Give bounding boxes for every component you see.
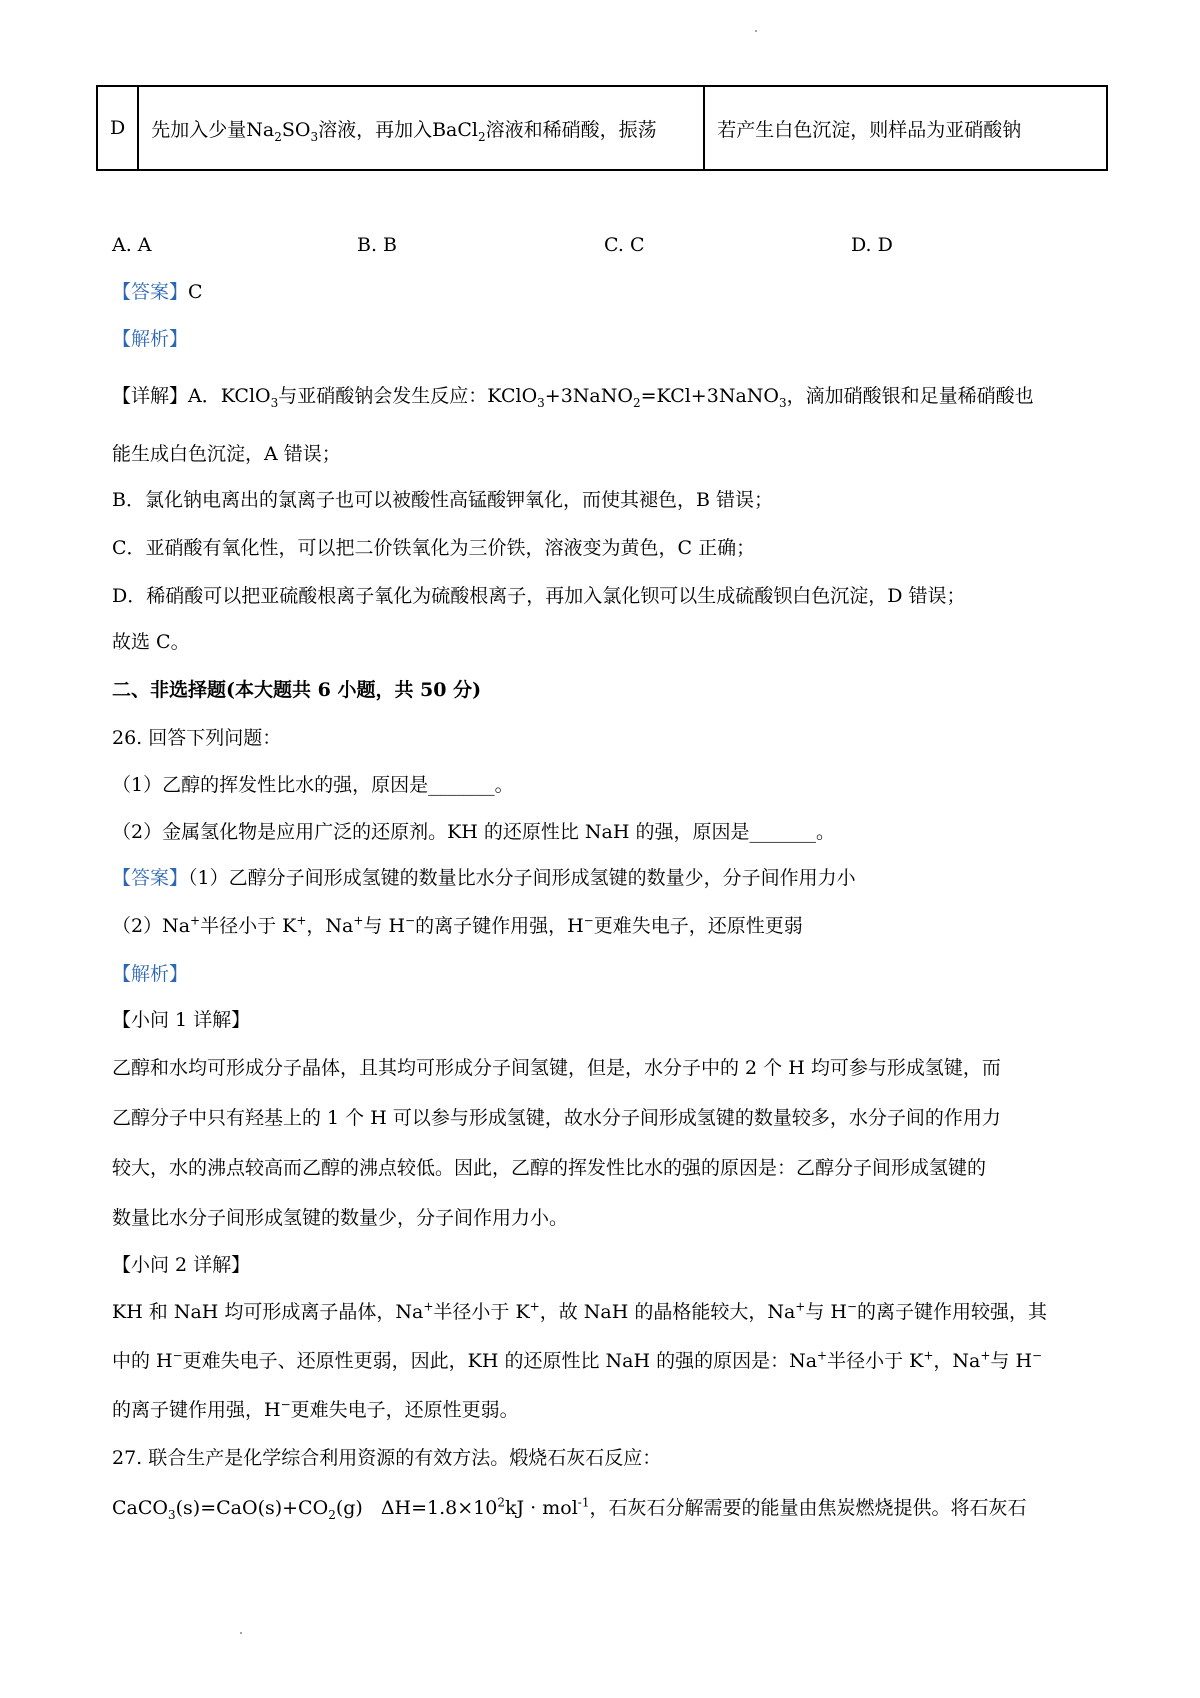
choice-c: C. C	[604, 234, 645, 256]
q26-sub2: （2）金属氢化物是应用广泛的还原剂。KH 的还原性比 NaH 的强，原因是_______。	[112, 821, 835, 843]
table-row	[97, 86, 1107, 170]
q26-detail1-line: 较大，水的沸点较高而乙醇的沸点较低。因此，乙醇的挥发性比水的强的原因是：乙醇分子间形成氢键的	[112, 1157, 987, 1179]
option-table	[96, 85, 1108, 171]
q26-detail1-line: 数量比水分子间形成氢键的数量少，分子间作用力小。	[112, 1207, 569, 1229]
q25-answer: 【答案】C	[112, 281, 203, 303]
q25-detail-c: C．亚硝酸有氧化性，可以把二价铁氧化为三价铁，溶液变为黄色，C 正确；	[112, 537, 756, 559]
q25-detail-d: D．稀硝酸可以把亚硫酸根离子氧化为硫酸根离子，再加入氯化钡可以生成硫酸钡白色沉淀，D 错误；	[112, 585, 966, 607]
option-label-cell: D	[97, 86, 138, 170]
q25-detail-a-cont: 能生成白色沉淀，A 错误；	[112, 443, 341, 465]
q26-detail1-line: 乙醇和水均可形成分子晶体，且其均可形成分子间氢键，但是，水分子中的 2 个 H 均可参与形成氢键，而	[112, 1057, 1001, 1079]
q26-stem: 26. 回答下列问题：	[112, 727, 282, 749]
q25-conclusion: 故选 C。	[112, 631, 190, 653]
scan-dot	[755, 30, 757, 32]
scan-dot	[240, 1632, 242, 1634]
q26-detail2-line: 中的 H−更难失电子、还原性更弱，因此，KH 的还原性比 NaH 的强的原因是：Na+半径小于 K+，Na+与 H−	[112, 1348, 1043, 1372]
q26-detail2-line: 的离子键作用强，H−更难失电子，还原性更弱。	[112, 1397, 519, 1421]
choice-d: D. D	[851, 234, 893, 256]
q26-sub1: （1）乙醇的挥发性比水的强，原因是_______。	[112, 774, 514, 796]
option-method-cell: 先加入少量$Na_2SO_3$溶液，再加入BaCl$_2$溶液和稀硝酸，振荡	[138, 86, 704, 170]
q27-stem: 27. 联合生产是化学综合利用资源的有效方法。煅烧石灰石反应：	[112, 1447, 662, 1469]
option-conclusion-cell: 若产生白色沉淀，则样品为亚硝酸钠	[704, 86, 1107, 170]
q26-analysis-tag: 【解析】	[112, 963, 189, 985]
q25-detail-b: B．氯化钠电离出的氯离子也可以被酸性高锰酸钾氧化，而使其褪色，B 错误；	[112, 489, 773, 511]
q25-detail-a: 【详解】A．KClO$_3$与亚硝酸钠会发生反应：KClO$_3$+3NaNO$_2$=KCl+3NaNO$_3$，滴加硝酸银和足量稀硝酸也	[112, 385, 1034, 410]
choice-b: B. B	[357, 234, 398, 256]
section-title: 二、非选择题(本大题共 6 小题，共 50 分)	[112, 679, 482, 701]
q26-detail1-line: 乙醇分子中只有羟基上的 1 个 H 可以参与形成氢键，故水分子间形成氢键的数量较多，水分子间的作用力	[112, 1107, 1001, 1129]
q25-analysis-tag: 【解析】	[112, 328, 189, 350]
q27-equation: $CaCO_3(s)=CaO(s)+CO_2(g) \Delta H=1.8\times 10^2kJ \cdot mol^{-1}$，石灰石分解需要的能量由焦炭燃烧提供。将石灰石	[112, 1495, 1027, 1522]
choice-a: A. A	[112, 234, 152, 256]
q26-sub2-tag: 【小问 2 详解】	[112, 1254, 251, 1276]
q26-sub1-tag: 【小问 1 详解】	[112, 1009, 251, 1031]
q26-answer1: 【答案】（1）乙醇分子间形成氢键的数量比水分子间形成氢键的数量少，分子间作用力小	[112, 867, 856, 889]
q26-answer2: （2）Na+半径小于 K+，Na+与 H−的离子键作用强，H−更难失电子，还原性更弱	[112, 913, 803, 937]
q26-detail2-line: KH 和 NaH 均可形成离子晶体，Na+半径小于 K+，故 NaH 的晶格能较大，Na+与 H−的离子键作用较强，其	[112, 1299, 1048, 1323]
